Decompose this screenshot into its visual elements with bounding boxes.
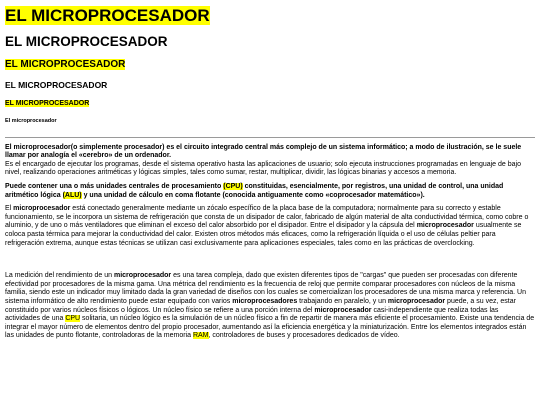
heading-2: EL MICROPROCESADOR [5,33,168,49]
cpu-text-a: Puede contener una o más unidades centrales de procesamiento [5,183,224,191]
divider [5,137,535,138]
heading-3 [5,59,535,71]
cooling-word-2: microprocesador [416,222,474,230]
heading-5 [5,100,535,108]
cooling-text-1: está conectado generalmente mediante un zócalo específico de la placa base de la computadora; normalmente para su correcto y estable funcionamiento, se le incorpora un sistema de refrigeración que consta de un disipador de calor, fabricado de algún material de alta conductividad térmica, como cobre o aluminio, y de uno o más ventiladores que eliminan el exceso del calor absorbido por el disipador. Entre el disipador y la cápsula del [5,205,529,230]
perf-text-2: es una tarea compleja, dado que existen diferentes tipos de "cargas" que pueden ser procesadas con diferente efectividad por procesadores de la misma gama. Una métrica del rendimiento es la frecuencia de reloj que permite comparar procesadores con núcleos de la misma familia, siendo este un indicador muy limitado dada la gran variedad de diseños con los cuales se comercializan los procesadores de una misma marca y referencia. Un sistema informático de alto rendimiento puede estar equipado con varios [5,272,526,305]
intro-text: Es el encargado de ejecutar los programas, desde el sistema operativo hasta las aplicaciones de usuario; solo ejecuta instrucciones programadas en lenguaje de bajo nivel, realizando operaciones aritméticas y lógicas simples, tales como sumar, restar, multiplicar, dividir, las lógicas binarias y accesos a memoria. [5,160,521,177]
perf-text-5: casi-independiente que realiza todas las actividades de una [5,306,499,323]
cooling-text-2: usualmente se coloca pasta térmica para mejorar la conductividad del calor. Existen otros métodos más eficaces, como la refrigeración líquida o el uso de células peltier para refrigeración extrema, aunque estas técnicas se utilizan casi exclusivamente para aplicaciones especiales, tales como en las prácticas de overclocking. [5,222,522,247]
paragraph-performance [5,272,535,341]
cpu-text-c: y una unidad de cálculo en coma flotante (conocida antiguamente como «coprocesador matemático»). [81,191,425,199]
perf-text-7: , controladores de buses y procesadores dedicados de vídeo. [208,332,400,340]
cooling-word-1: microprocesador [13,205,71,213]
paragraph-cooling [5,205,535,248]
perf-text-6: solitaria, un núcleo lógico es la simulación de un núcleo físico a fin de repartir de manera más eficiente el procesamiento. Existe una tendencia de integrar el mayor número de elementos dentro del propio procesador, aumentando así la eficiencia energética y la miniaturización. Entre los elementos integrados están las unidades de punto flotante, controladoras de la memoria [5,315,535,340]
cpu-text-b: constituidas, esencialmente, por registros, una unidad de control, una unidad aritmético lógica [5,183,504,199]
heading-5-text: EL MICROPROCESADOR [5,100,90,108]
perf-word-1: microprocesador [113,272,172,280]
heading-1-text: EL MICROPROCESADOR [5,6,210,25]
perf-text-1: La medición del rendimiento de un [5,272,114,280]
heading-1 [5,6,535,26]
perf-cpu-highlight: CPU [65,315,81,323]
perf-word-3: microprocesador [387,298,446,305]
cooling-prefix: El [5,205,14,213]
perf-text-3: trabajando en paralelo, y un [297,298,388,305]
intro-bold-text: El microprocesador(o simplemente procesador) es el circuito integrado central más complejo de un sistema informático; a modo de ilustración, se le suele llamar por analogía el «cerebro» de un ordenador. [5,143,522,160]
heading-4: EL MICROPROCESADOR [5,79,108,90]
heading-3-text: EL MICROPROCESADOR [5,59,126,71]
perf-text-4: puede, a su vez, estar constituido por varios núcleos físicos o lógicos. Un núcleo físico se refiere a una porción interna del [5,298,516,314]
heading-6: El microprocesador [5,118,57,125]
alu-highlight: (ALU) [62,191,82,199]
perf-word-4: microprocesador [314,306,372,314]
perf-ram-highlight: RAM [192,332,209,340]
cpu-highlight: (CPU) [223,183,243,191]
paragraph-intro [5,144,535,178]
paragraph-cpu [5,183,535,200]
perf-word-2: microprocesadores [232,298,298,305]
